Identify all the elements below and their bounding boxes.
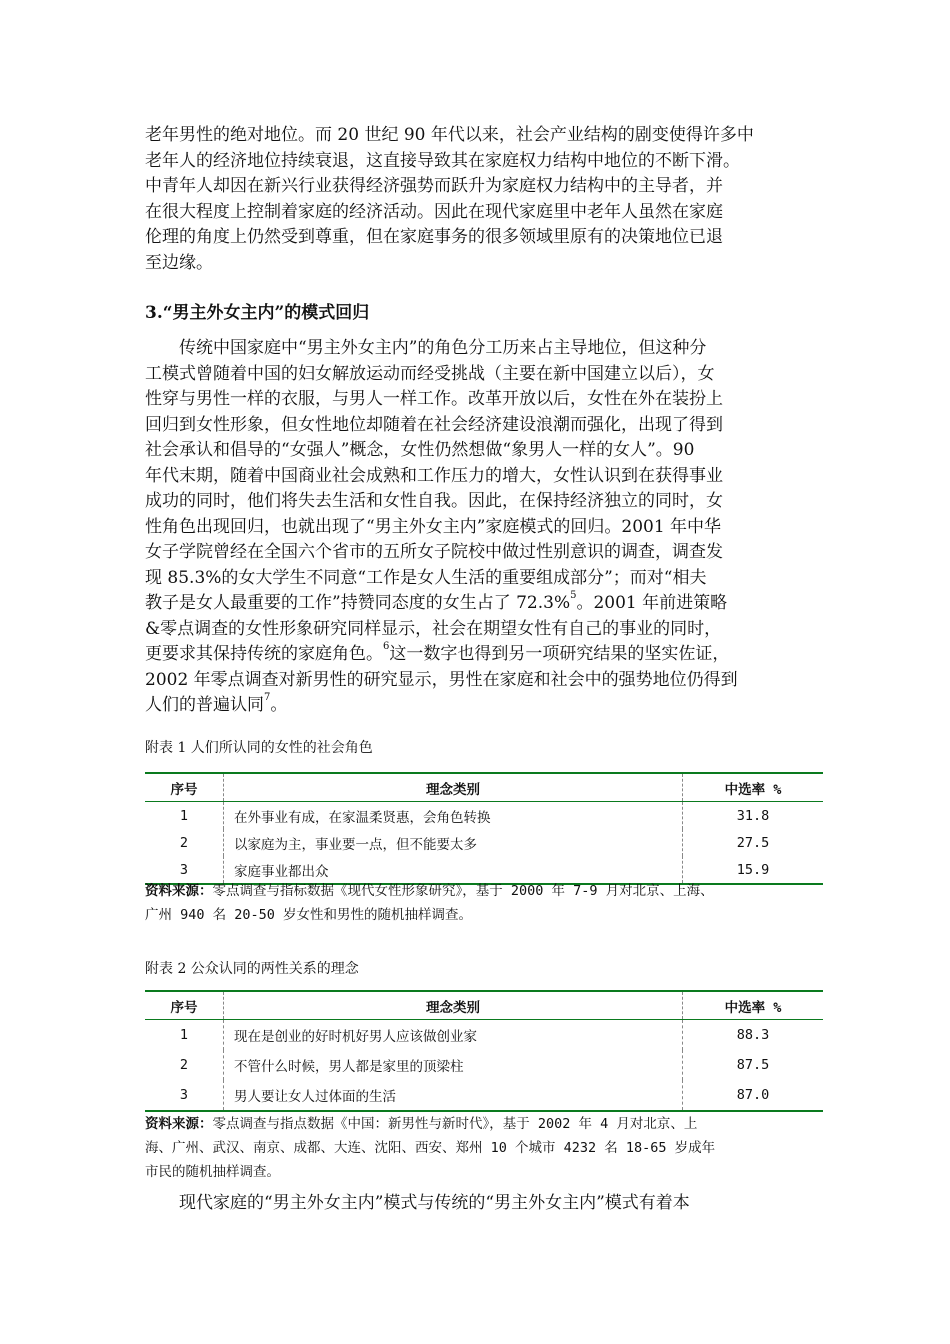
source-text: 广州 940 名 20-50 岁女性和男性的随机抽样调查。	[145, 907, 473, 923]
text-segment: 。	[270, 695, 288, 715]
text-line: 性角色出现回归，也就出现了“男主外女主内”家庭模式的回归。2001 年中华	[145, 516, 722, 537]
source-text: 零点调查与指点数据《中国：新男性与新时代》，基于 2002 年 4 月对北京、上	[212, 1116, 698, 1132]
text-line: 性穿与男性一样的衣服，与男人一样工作。改革开放以后，女性在外在装扮上	[145, 389, 723, 409]
source-label: 资料来源：	[145, 1116, 213, 1132]
cell-rate: 87.0	[736, 1087, 770, 1103]
cell-category: 以家庭为主，事业要一点，但不能要太多	[224, 829, 683, 856]
text-line: 回归到女性形象，但女性地位却随着在社会经济建设浪潮而强化，出现了得到	[145, 414, 723, 435]
header-index: 序号	[145, 991, 224, 1020]
source-label: 资料来源：	[145, 883, 213, 899]
text-line: 伦理的角度上仍然受到尊重，但在家庭事务的很多领域里原有的决策地位已退	[145, 227, 723, 247]
header-rate: 中选率 %	[724, 999, 782, 1016]
header-rate: 中选率 %	[724, 781, 782, 798]
cell-category: 家庭事业都出众	[224, 856, 683, 884]
source-text: 市民的随机抽样调查。	[145, 1164, 280, 1180]
table-header-row	[145, 991, 823, 1020]
text-line: 工模式曾随着中国的妇女解放运动而经受挑战（主要在新中国建立以后），女	[145, 363, 715, 384]
cell-category: 现在是创业的好时机好男人应该做创业家	[224, 1020, 683, 1051]
table-row	[145, 829, 823, 856]
text-line: 女子学院曾经在全国六个省市的五所女子院校中做过性别意识的调查，调查发	[145, 542, 723, 562]
cell-rate: 88.3	[736, 1027, 770, 1043]
table-header-row	[145, 773, 823, 802]
table-row	[145, 1050, 823, 1080]
text-line: 社会承认和倡导的“女强人”概念，女性仍然想做“象男人一样的女人”。90	[145, 440, 695, 460]
text-line: &零点调查的女性形象研究同样显示，社会在期望女性有自己的事业的同时，	[145, 618, 722, 639]
text-line: 老年人的经济地位持续衰退，这直接导致其在家庭权力结构中地位的不断下滑。	[145, 150, 740, 171]
section-heading: 3.“男主外女主内”的模式回归	[145, 303, 370, 323]
text-line	[145, 642, 810, 668]
source-text: 零点调查与指标数据《现代女性形象研究》，基于 2000 年 7-9 月对北京、上海、	[212, 883, 714, 899]
text-line	[145, 693, 810, 719]
text-line: 中青年人却因在新兴行业获得经济强势而跃升为家庭权力结构中的主导者，并	[145, 176, 723, 196]
table1-caption: 附表 1 人们所认同的女性的社会角色	[145, 740, 373, 756]
cell-rate: 27.5	[736, 834, 770, 851]
text-line: 现代家庭的“男主外女主内”模式与传统的“男主外女主内”模式有着本	[145, 1193, 690, 1213]
text-line	[145, 591, 810, 617]
cell-index: 3	[145, 1080, 224, 1111]
text-line: 现 85.3%的女大学生不同意“工作是女人生活的重要组成部分”；而对“相夫	[145, 567, 707, 588]
source-text: 海、广州、武汉、南京、成都、大连、沈阳、西安、郑州 10 个城市 4232 名 18-65 岁成年	[145, 1140, 716, 1156]
text-segment: 这一数字也得到另一项研究结果的坚实佐证，	[389, 644, 730, 664]
cell-index: 3	[145, 856, 224, 884]
table-row	[145, 802, 823, 830]
cell-index: 1	[145, 802, 224, 830]
table-row	[145, 1020, 823, 1051]
header-category: 理念类别	[224, 773, 683, 802]
text-line: 年代末期，随着中国商业社会成熟和工作压力的增大，女性认识到在获得事业	[145, 465, 723, 486]
cell-index: 2	[145, 829, 224, 856]
text-line: 老年男性的绝对地位。而 20 世纪 90 年代以来，社会产业结构的剧变使得许多中	[145, 125, 754, 145]
cell-rate: 87.5	[736, 1057, 770, 1073]
text-line: 至边缘。	[145, 252, 213, 273]
cell-rate: 15.9	[736, 861, 770, 878]
footnote-ref[interactable]: 5	[570, 590, 577, 601]
text-line: 传统中国家庭中“男主外女主内”的角色分工历来占主导地位，但这种分	[145, 338, 707, 358]
intro-paragraph	[145, 123, 810, 276]
closing-paragraph	[145, 1191, 810, 1217]
text-segment: 更要求其保持传统的家庭角色。	[145, 644, 383, 664]
cell-category: 男人要让女人过体面的生活	[224, 1080, 683, 1111]
body-paragraph	[145, 336, 810, 719]
table2	[145, 990, 823, 1112]
cell-category: 在外事业有成，在家温柔贤惠，会角色转换	[224, 802, 683, 830]
text-line: 2002 年零点调查对新男性的研究显示，男性在家庭和社会中的强势地位仍得到	[145, 669, 738, 690]
text-segment: 教子是女人最重要的工作”持赞同态度的女生占了 72.3%	[145, 593, 571, 613]
cell-index: 1	[145, 1020, 224, 1051]
table2-caption: 附表 2 公众认同的两性关系的理念	[145, 961, 359, 977]
header-index: 序号	[145, 773, 224, 802]
table1-source	[145, 879, 825, 927]
table-row	[145, 1080, 823, 1111]
text-segment: 人们的普遍认同	[145, 695, 264, 715]
header-category: 理念类别	[224, 991, 683, 1020]
table1	[145, 772, 823, 885]
text-segment: 。2001 年前进策略	[576, 593, 728, 613]
footnote-ref[interactable]: 7	[264, 692, 271, 703]
text-line: 成功的同时，他们将失去生活和女性自我。因此，在保持经济独立的同时，女	[145, 491, 723, 511]
cell-category: 不管什么时候，男人都是家里的顶梁柱	[224, 1050, 683, 1080]
cell-rate: 31.8	[736, 807, 770, 824]
text-line: 在很大程度上控制着家庭的经济活动。因此在现代家庭里中老年人虽然在家庭	[145, 201, 723, 222]
table2-source	[145, 1112, 825, 1184]
cell-index: 2	[145, 1050, 224, 1080]
footnote-ref[interactable]: 6	[383, 641, 390, 652]
